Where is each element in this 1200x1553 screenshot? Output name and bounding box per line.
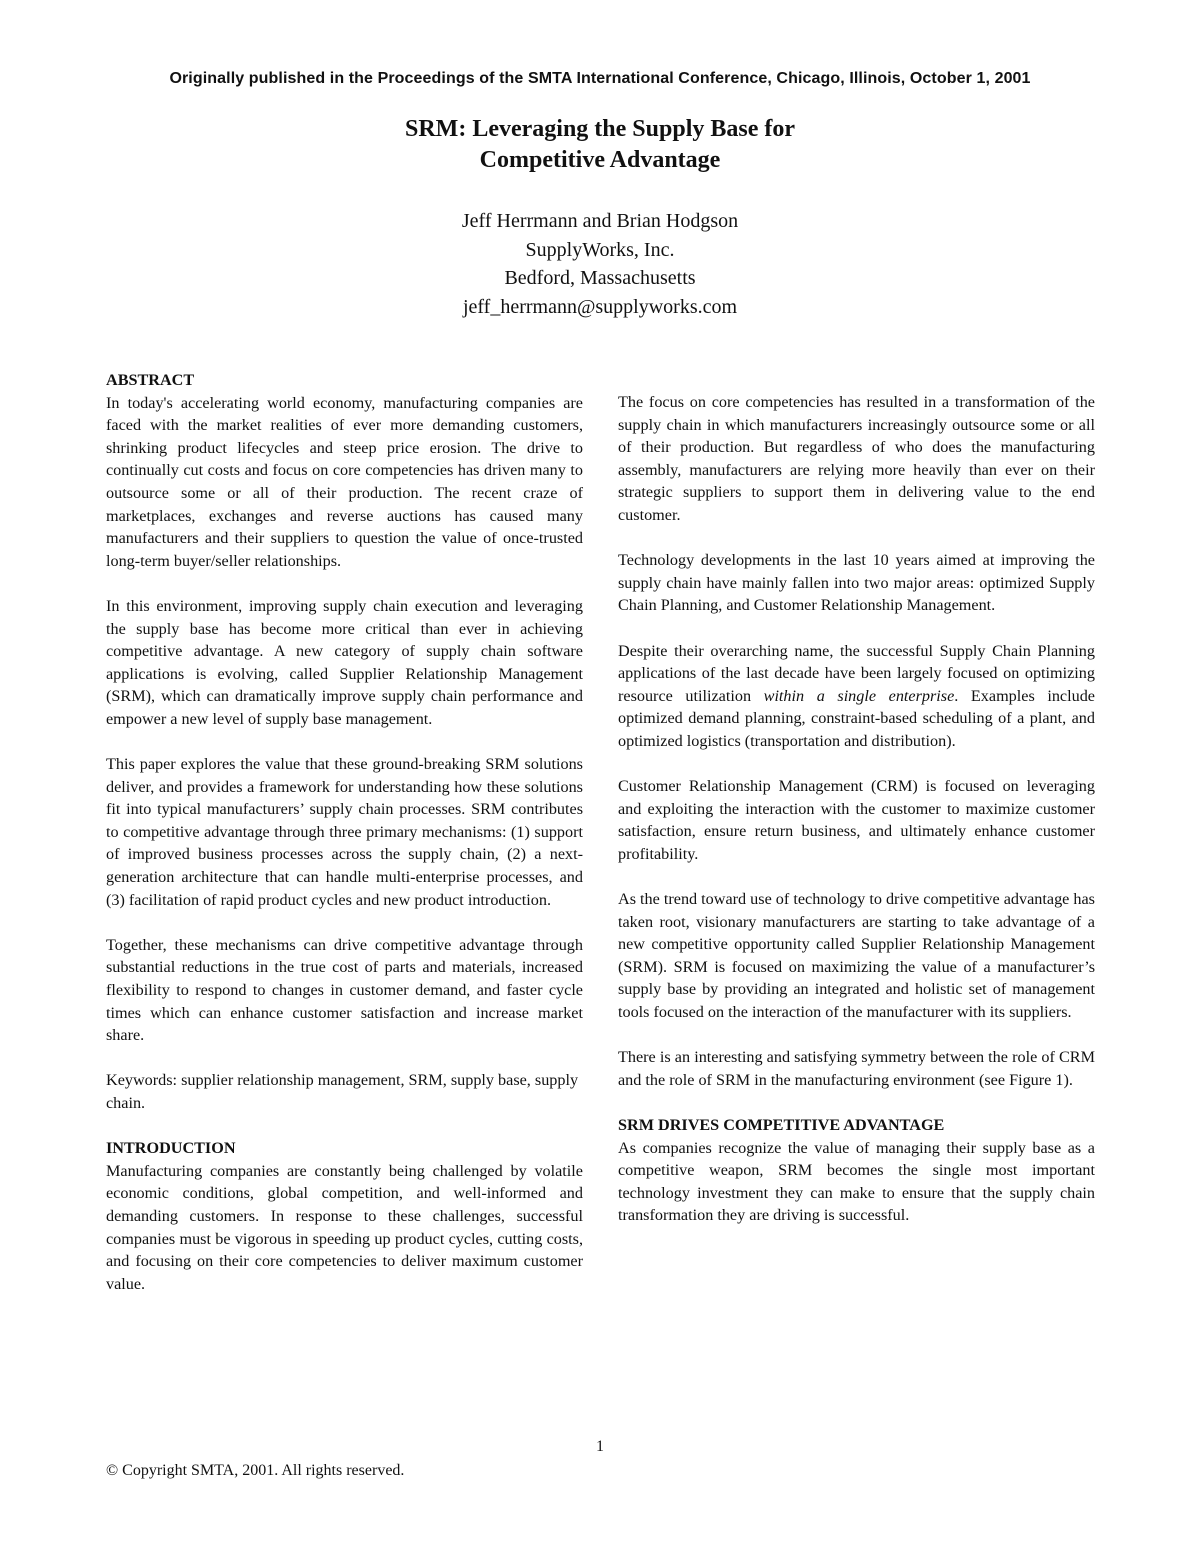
- abstract-heading: ABSTRACT: [106, 371, 195, 389]
- right-paragraph-2: Technology developments in the last 10 years aimed at improving the supply chain have mainly fallen into two major areas: optimized Supply Chain Planning, and Customer Relationship Management.: [618, 551, 1095, 615]
- right-paragraph-1: The focus on core competencies has resulted in a transformation of the supply chain in which manufacturers increasingly outsource some or all of their production. But regardless of who does the manufacturing assembly, manufacturers are relying more heavily than ever on their strategic suppliers to support them in delivering value to the end customer.: [618, 393, 1095, 524]
- keywords: Keywords: supplier relationship management, SRM, supply base, supply chain.: [106, 1071, 579, 1112]
- abstract-paragraph-3: This paper explores the value that these ground-breaking SRM solutions deliver, and provides a framework for understanding how these solutions fit into typical manufacturers’ supply chain processes. SRM contributes to competitive advantage through three primary mechanisms: (1) support of improved business processes across the supply chain, (2) a next-generation architecture that can handle multi-enterprise processes, and (3) facilitation of rapid product cycles and new product introduction.: [106, 755, 583, 909]
- title-line-2: Competitive Advantage: [479, 147, 721, 173]
- left-column: [106, 369, 583, 1318]
- right-paragraph-3-emphasis: within a single enterprise: [763, 686, 955, 705]
- right-column: [618, 391, 1095, 1250]
- abstract-paragraph-2: In this environment, improving supply chain execution and leveraging the supply base has become more critical than ever in achieving competitive advantage. A new category of supply chain software applications is evolving, called Supplier Relationship Management (SRM), which can dramatically improve supply chain performance and empower a new level of supply base management.: [106, 596, 583, 728]
- right-paragraph-3-start: Despite their overarching name, the successful Supply Chain Planning applications of the last decade have been largely focused on optimizing resource utilization: [618, 641, 1095, 705]
- title-line-1: SRM: Leveraging the Supply Base for: [405, 116, 795, 142]
- introduction-paragraph-1: Manufacturing companies are constantly being challenged by volatile economic conditions, global competition, and well-informed and demanding customers. In response to these challenges, successful companies must be vigorous in speeding up product cycles, cutting costs, and focusing on their core competencies to deliver maximum customer value.: [106, 1161, 583, 1293]
- right-paragraph-4: Customer Relationship Management (CRM) is focused on leveraging and exploiting the interaction with the customer to maximize customer satisfaction, ensure return business, and ultimately enhance customer profitability.: [618, 777, 1095, 863]
- author-names: Jeff Herrmann and Brian Hodgson: [461, 210, 739, 232]
- right-paragraph-5: As the trend toward use of technology to drive competitive advantage has taken root, visionary manufacturers are starting to take advantage of a new competitive opportunity called Supplier Relationship Management (SRM). SRM is focused on maximizing the value of a manufacturer’s supply base by providing an integrated and holistic set of management tools focused on the interaction of the manufacturer with its suppliers.: [618, 890, 1095, 1022]
- page-number: 1: [596, 1438, 604, 1455]
- paper-title: [0, 114, 1200, 176]
- copyright-notice: © Copyright SMTA, 2001. All rights reserved.: [106, 1462, 405, 1479]
- author-block: [0, 207, 1200, 321]
- right-paragraph-6: There is an interesting and satisfying symmetry between the role of CRM and the role of SRM in the manufacturing environment (see Figure 1).: [618, 1048, 1095, 1089]
- abstract-paragraph-4: Together, these mechanisms can drive competitive advantage through substantial reductions in the true cost of parts and materials, increased flexibility to respond to changes in customer demand, and faster cycle times which can enhance customer satisfaction and increase market share.: [106, 935, 583, 1045]
- author-location: Bedford, Massachusetts: [504, 267, 696, 289]
- author-email[interactable]: jeff_herrmann@supplyworks.com: [462, 295, 738, 318]
- right-paragraph-3-end: . Examples include optimized demand planning, constraint-based scheduling of a plant, and optimized logistics (transportation and distribution).: [618, 686, 1095, 750]
- publication-note: Originally published in the Proceedings of the SMTA International Conference, Chicago, Illinois, October 1, 2001: [169, 70, 1031, 87]
- section-heading-srm: SRM DRIVES COMPETITIVE ADVANTAGE: [618, 1116, 945, 1134]
- section-paragraph-1: As companies recognize the value of managing their supply base as a competitive weapon, SRM becomes the single most important technology investment they can make to ensure that the supply chain transformation they are driving is successful.: [618, 1138, 1095, 1225]
- introduction-heading: INTRODUCTION: [106, 1139, 236, 1158]
- abstract-paragraph-1: In today's accelerating world economy, manufacturing companies are faced with the market realities of ever more demanding customers, shrinking product lifecycles and steep price erosion. The drive to continually cut costs and focus on core competencies has driven many to outsource some or all of their production. The recent craze of marketplaces, exchanges and reverse auctions has caused many manufacturers and their suppliers to question the value of once-trusted long-term buyer/seller relationships.: [106, 393, 583, 570]
- author-company: SupplyWorks, Inc.: [525, 238, 675, 261]
- right-paragraph-3: [618, 640, 1095, 753]
